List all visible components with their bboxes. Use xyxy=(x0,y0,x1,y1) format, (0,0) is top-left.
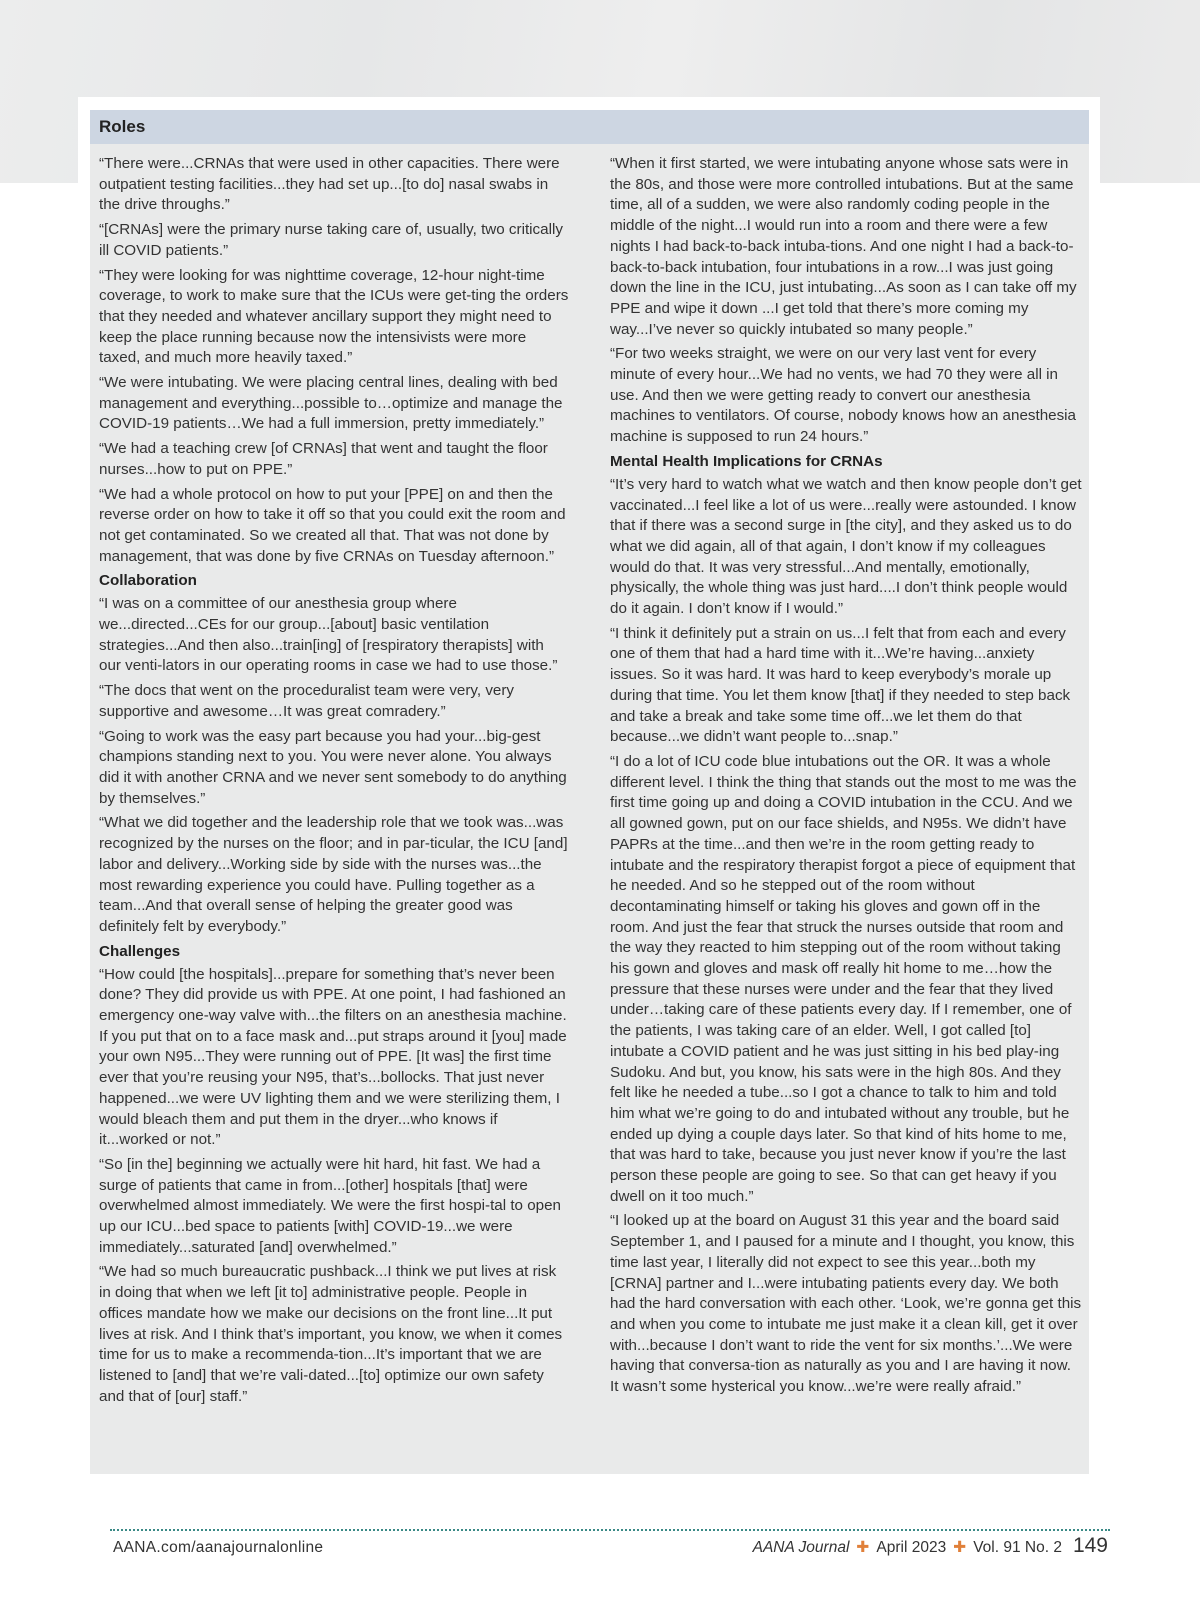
quote-paragraph: “How could [the hospitals]...prepare for something that’s never been done? They did provide us with PPE. At one point, I had fashioned an emergency one-way valve with...the filters on an anesthesia machine. If you put that on to a face mask and...put straps around it [you] made your own N95...They were running out of PPE. [It was] the first time ever that you’re reusing your N95, that’s...bollocks. That just never happened...we were UV lighting them and we were sterilizing them, I would bleach them and put them in the dryer...who knows if it...worked or not.” xyxy=(99,965,567,1149)
quote-paragraph: “The docs that went on the proceduralist team were very, very supportive and awesome…It was great comradery.” xyxy=(99,682,515,720)
left-column xyxy=(99,154,569,1411)
quote-paragraph: “We had a whole protocol on how to put your [PPE] on and then the reverse order on how to take it off so that you could exit the room and not get contaminated. So we created all that. That was not done by management, that was done by five CRNAs on Tuesday afternoon.” xyxy=(99,485,566,565)
section-heading: Mental Health Implications for CRNAs xyxy=(610,452,883,470)
issue-date: April 2023 xyxy=(876,1539,947,1556)
quote-paragraph: “They were looking for was nighttime coverage, 12-hour night-time coverage, to work to make sure that the ICUs were get-ting the orders that they needed and whatever ancillary support they might need to keep the place running because now the intensivists were more taxed, and much more heavily taxed.” xyxy=(99,266,569,367)
footer-citation xyxy=(753,1534,1108,1558)
right-column xyxy=(610,154,1082,1402)
quote-paragraph: “We had so much bureaucratic pushback...I think we put lives at risk in doing that when we left [it to] administrative people. People in offices mandate how we make our decisions on the front line...It put lives at risk. And I think that’s important, you know, we when it comes time for us to make a recommenda-tion...It’s important that we are listened to [and] that we’re vali-dated...[to] optimize our own safety and that of [our] staff.” xyxy=(99,1263,563,1405)
quote-paragraph: “I was on a committee of our anesthesia group where we...directed...CEs for our group...[about] basic ventilation strategies...And then also...train[ing] of [respiratory therapists] with our venti-lators in our operating rooms in case we had to use those.” xyxy=(99,595,558,675)
quote-paragraph: “What we did together and the leadership role that we took was...was recognized by the nurses on the floor; and in par-ticular, the ICU [and] labor and delivery...Working side by side with the nurses was...the most rewarding experience you could have. Pulling together as a team...And that overall sense of helping the greater good was definitely felt by everybody.” xyxy=(99,814,568,935)
separator-icon: ✚ xyxy=(856,1539,870,1556)
quote-paragraph: “Going to work was the easy part because you had your...big-gest champions standing next to you. You were never alone. You always did it with another CRNA and we never sent somebody to do anything by themselves.” xyxy=(99,727,567,807)
section-heading: Challenges xyxy=(99,942,181,960)
box-title: Roles xyxy=(90,110,1089,144)
footer-website: AANA.com/aanajournalonline xyxy=(113,1539,324,1556)
page-number: 149 xyxy=(1072,1534,1108,1557)
quote-paragraph: “It’s very hard to watch what we watch and then know people don’t get vaccinated...I feel like a lot of us were...really were astounded. I know that if there was a second surge in [the city], and they asked us to do what we did again, all of that again, I don’t know if my colleagues would do that. It was very stressful...And mentally, emotionally, physically, the whole thing was just hard....I don’t think people would do it again. I don’t know if I would.” xyxy=(610,475,1082,618)
section-heading: Collaboration xyxy=(99,572,197,590)
quote-paragraph: “I looked up at the board on August 31 this year and the board said September 1, and I paused for a minute and I thought, you know, this time last year, I literally did not expect to see this year...both my [CRNA] partner and I...were intubating patients every day. We both had the hard conversation with each other. ‘Look, we’re gonna get this and when you come to intubate me just make it a clean kill, get it over with...because I don’t want to ride the vent for six months.’...We were having that conversa-tion as naturally as you and I are having it now. It wasn’t some hysterical you know...we’re were really afraid.” xyxy=(610,1212,1082,1396)
separator-icon: ✚ xyxy=(953,1539,967,1556)
footer-divider xyxy=(110,1529,1110,1531)
quote-paragraph: “So [in the] beginning we actually were hit hard, hit fast. We had a surge of patients that came in from...[other] hospitals [that] were overwhelmed almost immediately. We were the first hospi-tal to open up our ICU...bed space to patients [with] COVID-19...we were immediately...saturated [and] overwhelmed.” xyxy=(99,1155,562,1256)
quote-paragraph: “When it first started, we were intubating anyone whose sats were in the 80s, and those were more controlled intubations. But at the same time, all of a sudden, we were also randomly coding people in the middle of the night...I would run into a room and there were a few nights I had back-to-back intuba-tions. And one night I had a back-to-back-to-back intubation, four intubations in a row...I was just going down the line in the ICU, just intubating...As soon as I can take off my PPE and wipe it down ...I get told that there’s more coming my way...I’ve never so quickly intubated so many people.” xyxy=(610,155,1077,338)
roles-sidebar-box xyxy=(90,110,1089,1474)
quote-paragraph: “[CRNAs] were the primary nurse taking care of, usually, two critically ill COVID patients.” xyxy=(99,221,563,259)
quote-paragraph: “For two weeks straight, we were on our very last vent for every minute of every hour...We had no vents, we had 70 they were all in use. And then we were getting ready to convert our anesthesia machines to ventilators. Of course, nobody knows how an anesthesia machine is supposed to run 24 hours.” xyxy=(610,345,1077,446)
quote-paragraph: “We were intubating. We were placing central lines, dealing with bed management and everything...possible to…optimize and manage the COVID-19 patients…We had a full immersion, pretty immediately.” xyxy=(99,374,563,433)
quote-paragraph: “I think it definitely put a strain on us...I felt that from each and every one of them that had a hard time with it...We’re having...anxiety issues. So it was hard. It was hard to keep everybody’s morale up during that time. You let them know [that] if they needed to step back and take a break and take some time off...we let them do that because...we didn’t want people to...snap.” xyxy=(610,624,1071,746)
quote-paragraph: “I do a lot of ICU code blue intubations out the OR. It was a whole different level. I think the thing that stands out the most to me was the first time going up and doing a COVID intubation in the CCU. And we all gowned gown, put on our face shields, and N95s. We didn’t have PAPRs at the time...and then we’re in the room getting ready to intubate and the respiratory therapist forgot a piece of equipment that he needed. And so he stepped out of the room without decontaminating himself or taking his gloves and gown off in the room. And just the fear that struck the nurses outside that room and the way they reacted to him stepping out of the room without taking his gown and gloves and mask off really hit home to me…how the pressure that these nurses were under and the fear that they lived under…taking care of these patients every day. If I remember, one of the patients, I was taking care of an elder. Well, I got called [to] intubate a COVID patient and he was just sitting in his bed play-ing Sudoku. And but, you know, his sats were in the high 80s. And they felt like he needed a tube...so I got a chance to talk to him and told him what we’re going to do and intubated without any trouble, but he ended up dying a couple days later. So that kind of hits home to me, that was hard to take, because you just never know if you’re the last person these people are going to see. So that can get heavy if you dwell on it too much.” xyxy=(610,752,1077,1205)
journal-name: AANA Journal xyxy=(752,1539,850,1556)
quote-paragraph: “We had a teaching crew [of CRNAs] that went and taught the floor nurses...how to put on PPE.” xyxy=(99,440,548,478)
volume-issue: Vol. 91 No. 2 xyxy=(973,1539,1062,1556)
quote-paragraph: “There were...CRNAs that were used in other capacities. There were outpatient testing facilities...they had set up...[to do] nasal swabs in the drive throughs.” xyxy=(99,155,560,214)
